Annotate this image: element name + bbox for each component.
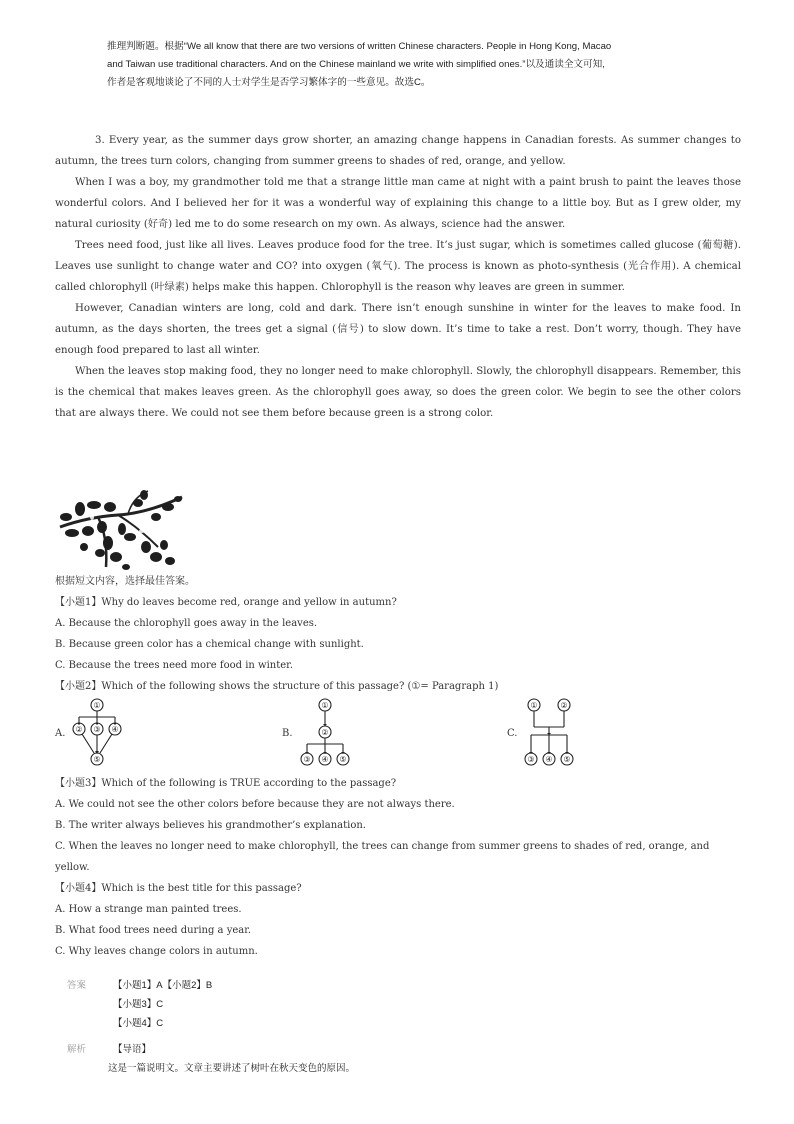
question-1-option-a[interactable]: A. Because the chlorophyll goes away in the leaves. — [55, 618, 318, 629]
diagram-c-node-4: ④ — [545, 755, 553, 764]
instruction: 根据短文内容，选择最佳答案。 — [55, 576, 195, 587]
question-2-diagrams — [55, 697, 755, 773]
answer-line-1: 【小题1】A【小题2】B — [113, 980, 213, 991]
question-3-stem: 【小题3】Which of the following is TRUE according to the passage? — [55, 778, 397, 789]
paragraph-5: When the leaves stop making food, they no longer need to make chlorophyll. Slowly, the chlorophyll disappears. Remember, this is the chemical that makes leaves green. As the chlorophyll goes away, so does the green color. We begin to see the other colors that are always there. We could not see them before because green is a strong color. — [55, 366, 741, 419]
analysis-label: 解析 — [67, 1044, 87, 1055]
diagram-c-node-1: ① — [530, 701, 538, 710]
reading-passage — [55, 130, 741, 424]
diagram-b-node-1: ① — [321, 701, 329, 710]
structure-diagram-a — [69, 697, 125, 771]
diagram-b-node-4: ④ — [321, 755, 329, 764]
diagram-a-node-4: ④ — [111, 725, 119, 734]
structure-diagram-b — [300, 697, 366, 771]
question-2-option-b[interactable]: B. — [282, 728, 293, 739]
diagram-b-node-3: ③ — [303, 755, 311, 764]
note-line-3: 作者是客观地谈论了不同的人士对学生是否学习繁体字的一些意见。故选C。 — [107, 77, 431, 88]
previous-answer-note — [107, 38, 727, 92]
diagram-a-node-2: ② — [75, 725, 83, 734]
autumn-branch-illustration-icon — [58, 487, 184, 573]
diagram-c-node-3: ③ — [527, 755, 535, 764]
question-3-option-a[interactable]: A. We could not see the other colors before because they are not always there. — [55, 799, 455, 810]
question-1-option-c[interactable]: C. Because the trees need more food in winter. — [55, 660, 294, 671]
diagram-a-node-3: ③ — [93, 725, 101, 734]
diagram-a-node-1: ① — [93, 701, 101, 710]
question-4-stem: 【小题4】Which is the best title for this passage? — [55, 883, 302, 894]
question-1-stem: 【小题1】Why do leaves become red, orange and yellow in autumn? — [55, 597, 397, 608]
answer-line-3: 【小题4】C — [113, 1018, 164, 1029]
question-2-stem: 【小题2】Which of the following shows the structure of this passage? (①= Paragraph 1) — [55, 681, 499, 692]
paragraph-1: 3. Every year, as the summer days grow shorter, an amazing change happens in Canadian forests. As summer changes to autumn, the trees turn colors, changing from summer greens to shades of red, orange, and yellow. — [55, 135, 741, 167]
questions-section — [55, 571, 755, 962]
question-4-option-b[interactable]: B. What food trees need during a year. — [55, 925, 252, 936]
answer-label: 答案 — [67, 980, 87, 991]
paragraph-2: When I was a boy, my grandmother told me that a strange little man came at night with a paint brush to paint the leaves those wonderful colors. And I believed her for it was a wonderful way of explaining this change to a little boy. But as I grew older, my natural curiosity (好奇) led me to do some research on my own. As always, science had the answer. — [55, 177, 741, 230]
analysis-text: 这是一篇说明文。文章主要讲述了树叶在秋天变色的原因。 — [108, 1063, 356, 1074]
diagram-b-node-5: ⑤ — [339, 755, 347, 764]
diagram-c-node-5: ⑤ — [563, 755, 571, 764]
note-line-1: 推理判断题。根据“We all know that there are two versions of written Chinese characters. People in Hong Kong, Macao — [107, 41, 612, 52]
paragraph-3: Trees need food, just like all lives. Leaves produce food for the tree. It’s just sugar, which is sometimes called glucose (葡萄糖). Leaves use sunlight to change water and CO? into oxygen (氧气). The process is known as photo-synthesis (光合作用). A chemical called chlorophyll (叶绿素) helps make this happen. Chlorophyll is the reason why leaves are green in summer. — [55, 240, 741, 293]
note-line-2: and Taiwan use traditional characters. And on the Chinese mainland we write with simplified ones.”以及通读全文可知, — [107, 59, 605, 70]
question-4-option-c[interactable]: C. Why leaves change colors in autumn. — [55, 946, 258, 957]
question-4-option-a[interactable]: A. How a strange man painted trees. — [55, 904, 242, 915]
diagram-c-node-2: ② — [560, 701, 568, 710]
question-2-option-a[interactable]: A. — [55, 728, 66, 739]
answer-line-2: 【小题3】C — [113, 999, 164, 1010]
paragraph-4: However, Canadian winters are long, cold and dark. There isn’t enough sunshine in winter for the leaves to make food. In autumn, as the days shorten, the trees get a signal (信号) to slow down. It’s time to take a rest. Don’t worry, though. They have enough food prepared to last all winter. — [55, 303, 741, 356]
question-3-option-b[interactable]: B. The writer always believes his grandmother’s explanation. — [55, 820, 366, 831]
question-1-option-b[interactable]: B. Because green color has a chemical change with sunlight. — [55, 639, 364, 650]
analysis-heading: 【导语】 — [113, 1044, 152, 1055]
structure-diagram-c — [523, 697, 583, 771]
question-3-option-c[interactable]: C. When the leaves no longer need to make chlorophyll, the trees can change from summer greens to shades of red, orange, and yellow. — [55, 841, 710, 873]
diagram-b-node-2: ② — [321, 728, 329, 737]
question-2-option-c[interactable]: C. — [507, 728, 518, 739]
diagram-a-node-5: ⑤ — [93, 755, 101, 764]
